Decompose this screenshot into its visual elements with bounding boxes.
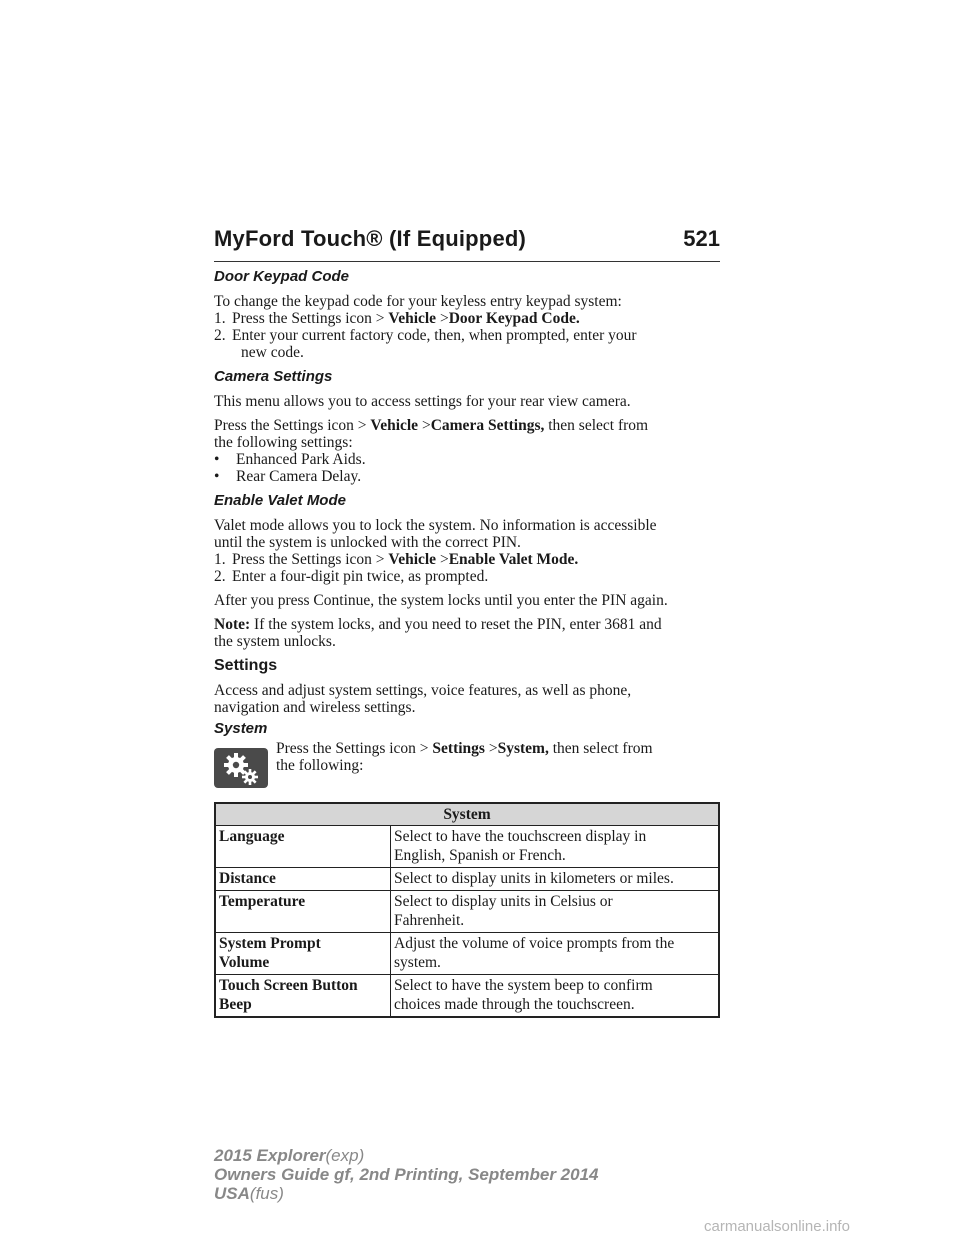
camera-press-line (214, 417, 720, 434)
bullet-glyph: • (214, 468, 220, 485)
footer-model-code: (exp) (325, 1146, 365, 1165)
door-keypad-intro: To change the keypad code for your keyless entry keypad system: (214, 293, 622, 310)
system-press-text (276, 740, 720, 774)
text: then select from (548, 417, 649, 434)
watermark-text: carmanualsonline.info (704, 1218, 850, 1235)
camera-body (214, 417, 720, 485)
setting-name-line: Touch Screen Button (219, 977, 358, 994)
setting-description (391, 891, 720, 933)
menu-settings: Settings (432, 740, 485, 757)
system-heading: System (214, 720, 268, 737)
menu-separator: > (439, 551, 449, 568)
setting-name (215, 826, 391, 868)
camera-press-line-2: the following settings: (214, 434, 353, 451)
setting-name (215, 868, 391, 891)
step-text: Press the Settings icon > (232, 310, 385, 327)
setting-name-line: System Prompt (219, 935, 321, 952)
description-line: Select to display units in kilometers or miles. (394, 870, 674, 887)
door-keypad-body (214, 293, 720, 361)
chapter-title: MyFord Touch® (If Equipped) (214, 226, 527, 251)
settings-gears-icon (214, 748, 268, 788)
bullet-text: Enhanced Park Aids. (236, 451, 366, 468)
menu-separator: > (439, 310, 449, 327)
bullet-item (214, 451, 720, 468)
footer-market-code: (fus) (249, 1184, 284, 1203)
setting-name (215, 933, 391, 975)
menu-vehicle: Vehicle (388, 310, 437, 327)
step-number: 1. (214, 310, 226, 327)
setting-description (391, 933, 720, 975)
note-line-2: the system unlocks. (214, 633, 336, 650)
system-press-line-2: the following: (276, 757, 364, 774)
settings-intro (214, 682, 720, 716)
door-keypad-heading: Door Keypad Code (214, 268, 350, 285)
camera-intro: This menu allows you to access settings for your rear view camera. (214, 393, 631, 410)
door-keypad-step-1 (214, 310, 720, 327)
setting-name-line: Temperature (219, 893, 306, 910)
page-number: 521 (683, 226, 720, 251)
table-row (215, 826, 719, 868)
bullet-glyph: • (214, 451, 220, 468)
description-line: Fahrenheit. (394, 912, 465, 929)
description-line: Select to display units in Celsius or (394, 893, 613, 910)
valet-note (214, 616, 720, 650)
table-row (215, 891, 719, 933)
valet-intro-line: Valet mode allows you to lock the system. No information is accessible (214, 517, 657, 534)
menu-separator: > (421, 417, 431, 434)
setting-name (215, 975, 391, 1018)
description-line: Adjust the volume of voice prompts from the (394, 935, 675, 952)
header-rule (214, 261, 720, 262)
footer-line-market (214, 1184, 598, 1203)
setting-name (215, 891, 391, 933)
valet-intro-line: until the system is unlocked with the correct PIN. (214, 534, 521, 551)
setting-name-line: Beep (219, 996, 252, 1013)
menu-vehicle: Vehicle (388, 551, 437, 568)
step-text-line: Enter your current factory code, then, when prompted, enter your (232, 327, 637, 344)
page-content (214, 268, 720, 1018)
bullet-text: Rear Camera Delay. (236, 468, 362, 485)
step-number: 2. (214, 327, 226, 344)
step-number: 1. (214, 551, 226, 568)
bullet-item (214, 468, 720, 485)
note-label: Note: (214, 616, 251, 633)
system-icon-row (214, 740, 720, 794)
text: Press the Settings icon > (276, 740, 429, 757)
system-press-line (276, 740, 720, 757)
valet-step-1 (214, 551, 720, 568)
menu-camera-settings: Camera Settings, (430, 417, 545, 434)
footer-model: 2015 Explorer (214, 1146, 326, 1165)
description-line: English, Spanish or French. (394, 847, 566, 864)
step-text: Enter a four-digit pin twice, as prompted. (232, 568, 489, 585)
setting-description (391, 975, 720, 1018)
footer-market: USA (214, 1184, 250, 1203)
note-line (214, 616, 720, 633)
menu-enable-valet-mode: Enable Valet Mode. (448, 551, 579, 568)
footer-line-model (214, 1146, 598, 1165)
table-header-row (215, 803, 719, 826)
step-number: 2. (214, 568, 226, 585)
step-text-line: new code. (241, 344, 304, 361)
footer-line-guide (214, 1165, 598, 1184)
description-line: Select to have the system beep to confirm (394, 977, 653, 994)
table-header: System (215, 803, 719, 826)
setting-name-line: Distance (219, 870, 276, 887)
valet-step-2 (214, 568, 720, 585)
door-keypad-step-2 (214, 327, 720, 361)
settings-heading: Settings (214, 657, 278, 674)
table-row (215, 975, 719, 1018)
description-line: system. (394, 954, 441, 971)
valet-mode-heading: Enable Valet Mode (214, 492, 346, 509)
page-footer (214, 1146, 598, 1203)
description-line: Select to have the touchscreen display in (394, 828, 647, 845)
valet-body (214, 517, 720, 585)
camera-settings-heading: Camera Settings (214, 368, 333, 385)
menu-door-keypad-code: Door Keypad Code. (448, 310, 580, 327)
text: Press the Settings icon > (214, 417, 367, 434)
menu-vehicle: Vehicle (370, 417, 419, 434)
system-settings-table (214, 802, 720, 1018)
step-text: Press the Settings icon > (232, 551, 385, 568)
menu-system: System, (497, 740, 549, 757)
valet-after: After you press Continue, the system locks until you enter the PIN again. (214, 592, 668, 609)
setting-description (391, 868, 720, 891)
setting-name-line: Language (219, 828, 285, 845)
menu-separator: > (488, 740, 498, 757)
text: then select from (552, 740, 653, 757)
table-row (215, 933, 719, 975)
description-line: choices made through the touchscreen. (394, 996, 635, 1013)
settings-intro-line: Access and adjust system settings, voice features, as well as phone, (214, 682, 632, 699)
setting-description (391, 826, 720, 868)
settings-intro-line: navigation and wireless settings. (214, 699, 416, 716)
note-text: If the system locks, and you need to reset the PIN, enter 3681 and (254, 616, 662, 633)
running-header (214, 226, 720, 260)
setting-name-line: Volume (219, 954, 270, 971)
footer-guide: Owners Guide gf, 2nd Printing, September 2014 (214, 1165, 599, 1184)
table-row (215, 868, 719, 891)
